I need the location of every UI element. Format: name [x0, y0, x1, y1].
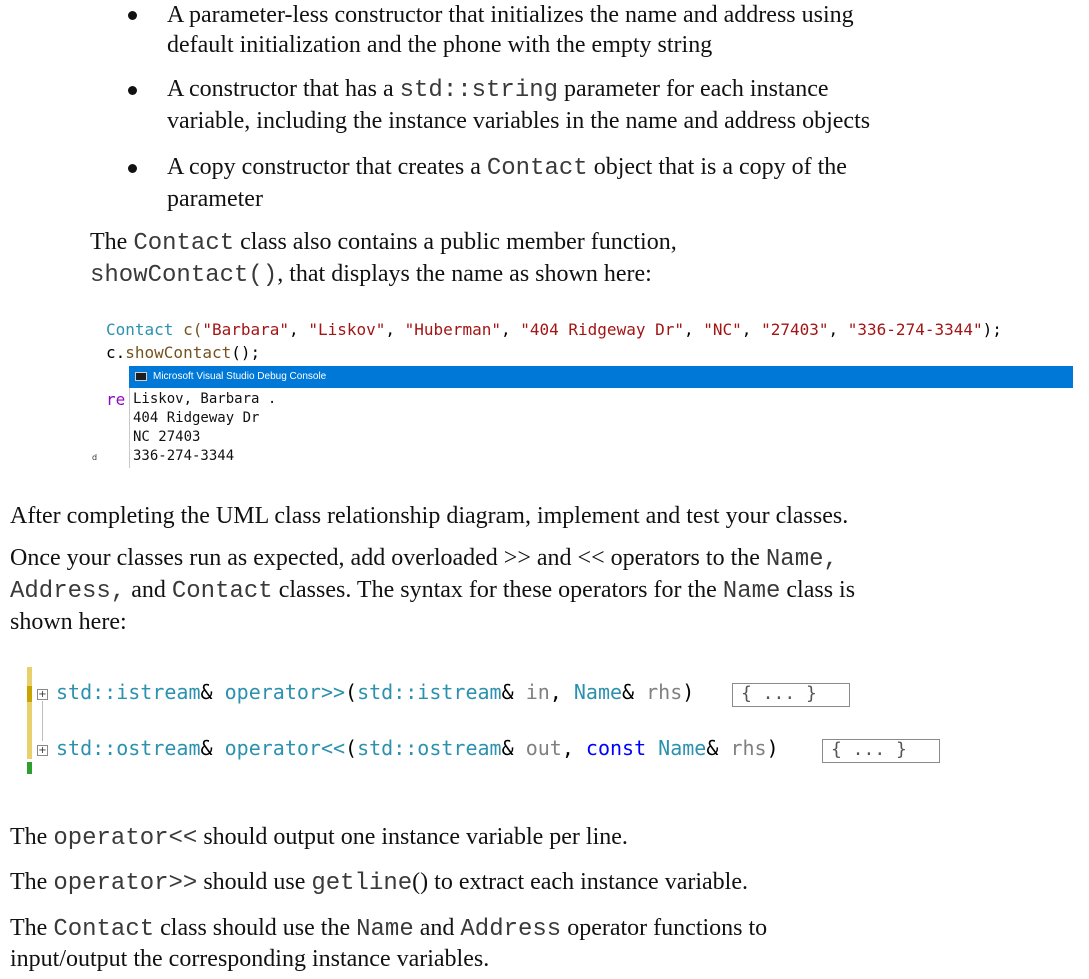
bullet-marker: [128, 11, 137, 20]
inline-code: Address,: [10, 578, 126, 605]
note-contact-operators-line-1: The Contact class should use the Name and Address operator functions to: [10, 915, 768, 943]
operator-extract-signature: std::istream& operator>>(std::istream& in, Name& rhs): [56, 680, 695, 704]
editor-change-margin-green: [27, 762, 32, 774]
code-partial-text: re: [106, 390, 126, 409]
console-app-icon: [135, 372, 147, 381]
note-contact-operators-line-2: input/output the corresponding instance variables.: [10, 946, 490, 972]
code-line-constructor-call: Contact c("Barbara", "Liskov", "Huberman", "404 Ridgeway Dr", "NC", "27403", "336-274-3344");: [106, 320, 1002, 339]
inline-code: Contact: [486, 155, 588, 182]
inline-code: Contact: [171, 578, 273, 605]
bullet-2-line-1: A constructor that has a std::string parameter for each instance: [167, 76, 829, 104]
collapsed-body-insert[interactable]: { ... }: [822, 739, 940, 763]
bullet-marker: [128, 164, 137, 173]
inline-code: Address: [460, 916, 562, 943]
inline-code: Contact: [53, 916, 155, 943]
console-line: NC 27403: [133, 429, 201, 445]
bullet-1-line-2: default initialization and the phone with the empty string: [167, 32, 713, 58]
bullet-2-line-2: variable, including the instance variables in the name and address objects: [167, 108, 871, 134]
debug-console-output: [130, 388, 1074, 466]
contact-paragraph-line-1: The Contact class also contains a public member function,: [90, 229, 677, 257]
expand-icon[interactable]: +: [38, 745, 47, 756]
console-line: Liskov, Barbara .: [133, 391, 277, 407]
operators-paragraph-line-3: shown here:: [10, 609, 127, 635]
margin-letter: d: [92, 453, 98, 462]
console-line: 336-274-3344: [133, 448, 235, 464]
bullet-marker: [128, 86, 137, 95]
debug-console-title: Microsoft Visual Studio Debug Console: [153, 371, 327, 382]
code-line-show-contact: c.showContact();: [106, 343, 261, 362]
bullet-3-line-1: A copy constructor that creates a Contact object that is a copy of the: [167, 154, 847, 182]
bullet-3-line-2: parameter: [167, 186, 263, 212]
inline-code: Name: [722, 578, 781, 605]
expand-icon[interactable]: +: [38, 689, 47, 700]
note-operator-insert: The operator<< should output one instance variable per line.: [10, 824, 628, 852]
bullet-1-line-1: A parameter-less constructor that initializes the name and address using: [167, 2, 854, 28]
note-operator-extract: The operator>> should use getline() to extract each instance variable.: [10, 869, 748, 897]
outline-guide: [42, 701, 43, 741]
inline-code: Name: [356, 916, 414, 943]
editor-change-margin-olive: [27, 686, 32, 702]
contact-paragraph-line-2: showContact(), that displays the name as shown here:: [90, 261, 652, 289]
operators-paragraph-line-2: Address, and Contact classes. The syntax for these operators for the Name class is: [10, 577, 856, 605]
console-line: 404 Ridgeway Dr: [133, 410, 260, 426]
debug-console-titlebar[interactable]: [129, 366, 1073, 388]
inline-code: Name,: [765, 546, 838, 573]
inline-code: std::string: [399, 77, 559, 104]
inline-code: showContact(): [90, 262, 278, 289]
inline-code: getline: [311, 870, 413, 897]
editor-change-margin-yellow: [27, 667, 32, 759]
debug-console-window: [129, 388, 1074, 468]
inline-code: operator>>: [53, 870, 198, 897]
inline-code: operator<<: [53, 825, 198, 852]
operator-insert-signature: std::ostream& operator<<(std::ostream& out, const Name& rhs): [56, 736, 779, 760]
collapsed-body-extract[interactable]: { ... }: [732, 683, 850, 707]
inline-code: Contact: [133, 230, 235, 257]
after-completing-paragraph: After completing the UML class relationship diagram, implement and test your classes.: [10, 503, 849, 529]
operators-paragraph-line-1: Once your classes run as expected, add overloaded >> and << operators to the Name,: [10, 545, 838, 573]
